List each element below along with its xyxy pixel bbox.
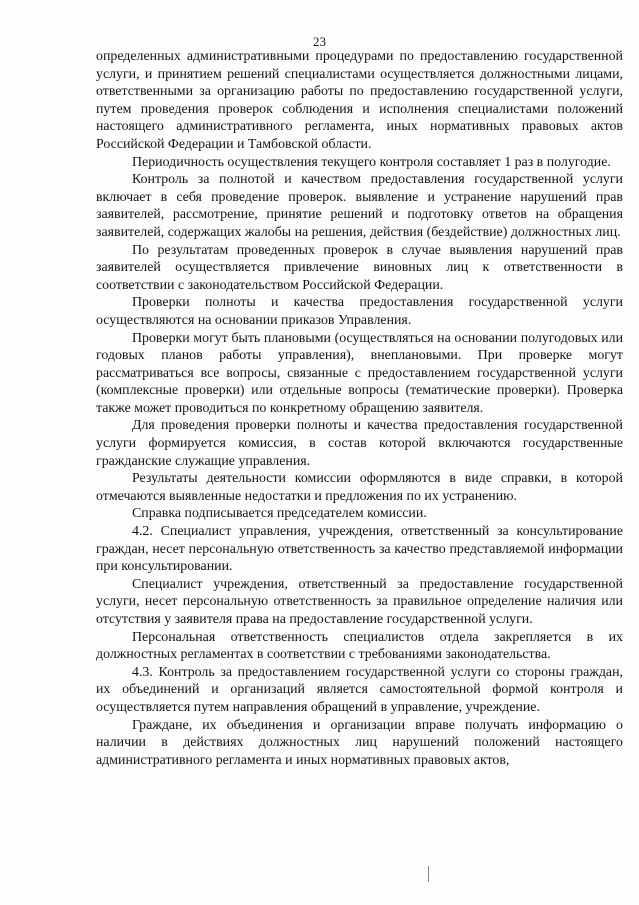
paragraph-continuation: определенных административными процедурами по предоставлению государственной услуги, и принятием решений специалистами осуществляется должностными лицами, ответственными за организацию работы по предоставлению государственной услуги, путем проведения проверок соблюдения и исполнения специалистами положений настоящего административного регламента, иных нормативных правовых актов Российской Федерации и Тамбовской области. (96, 49, 623, 152)
paragraph-inspection-results: По результатам проведенных проверок в случае выявления нарушений прав заявителей осуществляется привлечение виновных лиц к ответственности в соответствии с законодательством Российской Федерации. (96, 242, 623, 293)
paragraph-quality-control: Контроль за полнотой и качеством предоставления государственной услуги включает в себя проведение проверок. выявление и устранение нарушений прав заявителей, рассмотрение, принятие решений и подготовку ответов на обращения заявителей, содержащих жалобы на решения, действия (бездействие) должностных лиц. (96, 172, 623, 240)
paragraph-citizens-rights: Граждане, их объединения и организации вправе получать информацию о наличии в действиях должностных лиц нарушений положений настоящего административного регламента и иных нормативных правовых актов, (96, 717, 623, 768)
paragraph-specialist-responsibility: Специалист учреждения, ответственный за предоставление государственной услуги, несет персональную ответственность за правильное определение наличия или отсутствия у заявителя права на предоставление государственной услуги. (96, 576, 623, 627)
scan-artifact-line (428, 866, 429, 882)
paragraph-inspection-basis: Проверки полноты и качества предоставления государственной услуги осуществляются на основании приказов Управления. (96, 295, 623, 328)
paragraph-inspection-types: Проверки могут быть плановыми (осуществляться на основании полугодовых или годовых планов работы управления), внеплановыми. При проверке могут рассматриваться все вопросы, связанные с предоставлением государственной услуги (комплексные проверки) или отдельные вопросы (тематические проверки). Проверка также может проводиться по конкретному обращению заявителя. (96, 330, 623, 416)
paragraph-commission-results: Результаты деятельности комиссии оформляются в виде справки, в которой отмечаются выявленные недостатки и предложения по их устранению. (96, 471, 623, 504)
paragraph-personal-responsibility: Персональная ответственность специалистов отдела закрепляется в их должностных регламентах в соответствии с требованиями законодательства. (96, 629, 623, 663)
paragraph-section-4-2: 4.2. Специалист управления, учреждения, ответственный за консультирование граждан, несет персональную ответственность за качество представляемой информации при консультировании. (96, 524, 623, 575)
paragraph-section-4-3: 4.3. Контроль за предоставлением государственной услуги со стороны граждан, их объединений и организаций является самостоятельной формой контроля и осуществляется путем направления обращений в управление, учреждение. (96, 664, 623, 715)
paragraph-control-frequency: Периодичность осуществления текущего контроля составляет 1 раз в полугодие. (132, 154, 611, 170)
paragraph-report-signature: Справка подписывается председателем комиссии. (132, 506, 427, 522)
document-body (96, 48, 623, 769)
page-number: 23 (313, 34, 326, 49)
paragraph-commission: Для проведения проверки полноты и качества предоставления государственной услуги формируется комиссия, в состав которой включаются государственные гражданские служащие управления. (96, 418, 623, 469)
